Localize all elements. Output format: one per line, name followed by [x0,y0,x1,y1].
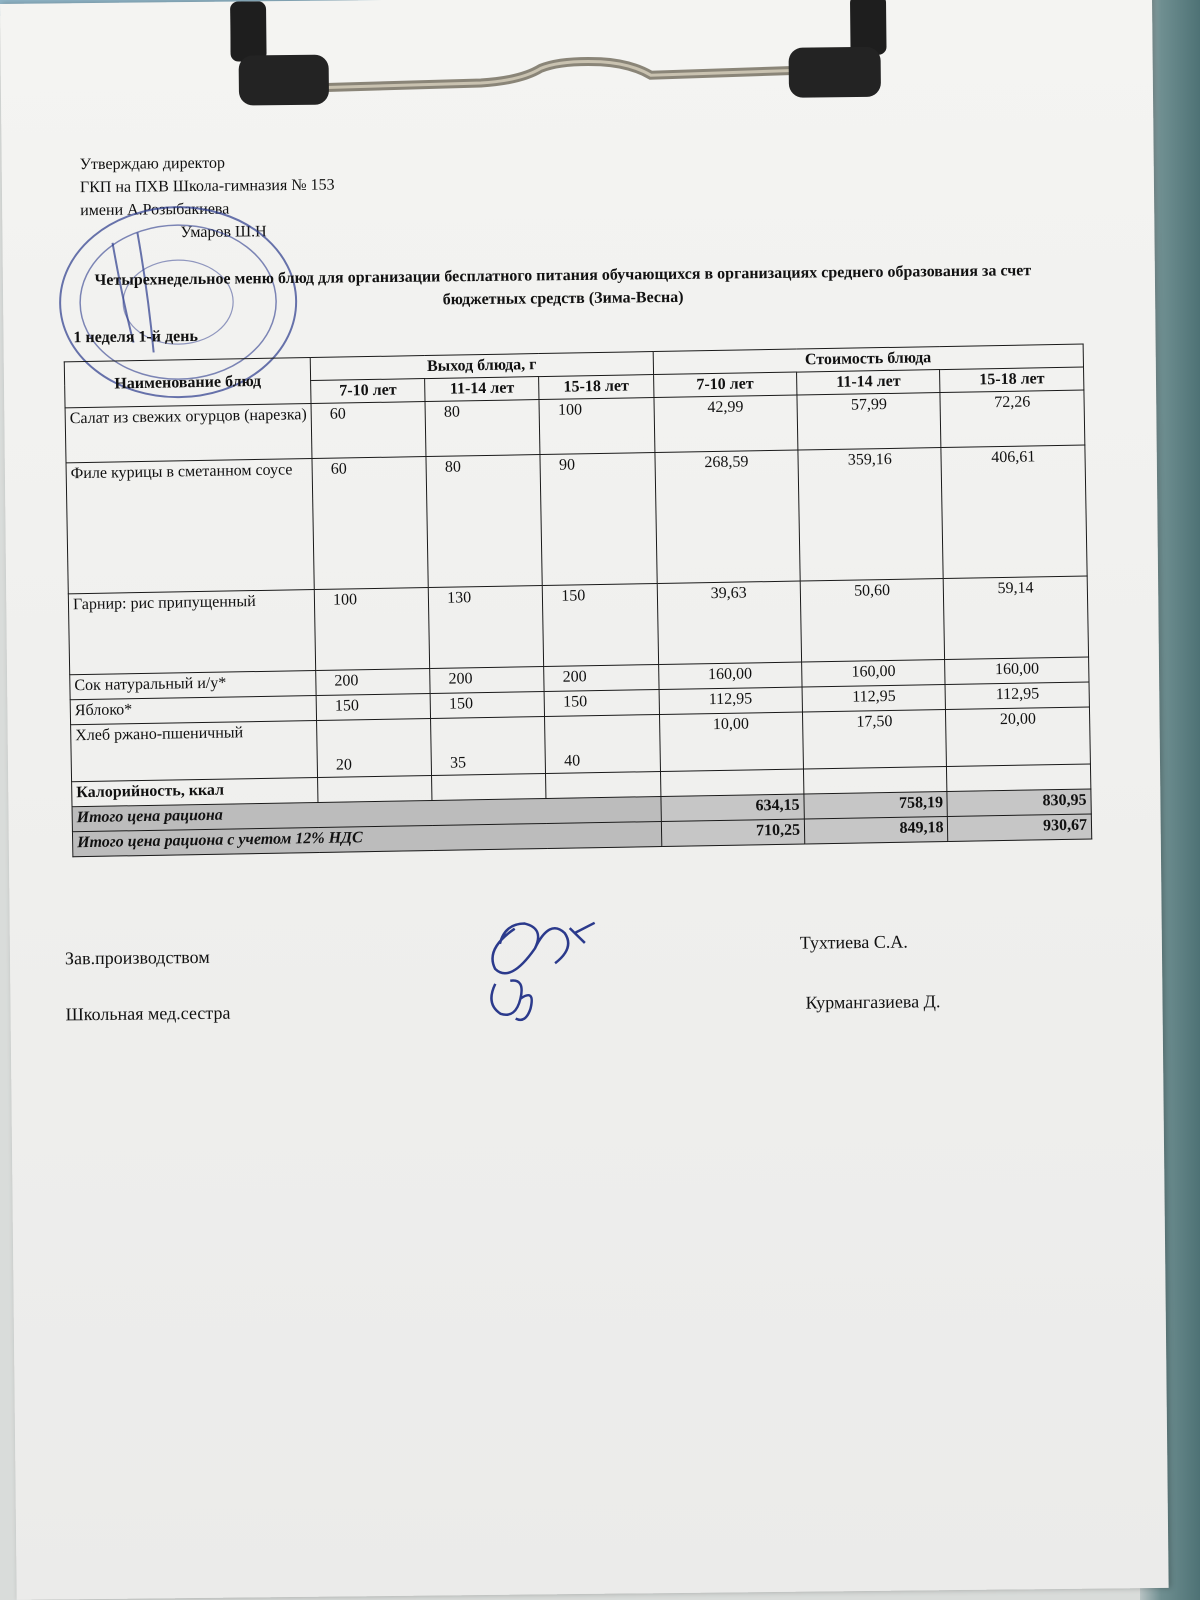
dish-cost: 10,00 [659,712,803,771]
total-vat-value: 930,67 [948,814,1092,842]
approval-line-1: Утверждаю директор [79,154,226,174]
dish-weight: 150 [316,694,431,721]
dish-weight: 60 [312,457,428,590]
dish-cost: 160,00 [802,660,946,688]
signature-role-1: Зав.производством [64,946,210,969]
header-age: 15-18 лет [539,375,654,400]
dish-name: Хлеб ржано-пшеничный [71,720,318,781]
document-title: Четырехнедельное меню блюд для организации бесплатного питания обучающихся в организациях среднего образования за счет бюджетных средств (Зима-Весна) [94,262,1032,309]
calories-label: Калорийность, ккал [72,777,319,806]
clipboard-clip [230,0,891,122]
dish-cost: 112,95 [945,682,1089,710]
header-age: 7-10 лет [653,372,797,398]
dish-cost: 160,00 [658,662,802,690]
week-label: 1 неделя 1-й день [73,327,198,347]
dish-weight: 80 [426,455,542,588]
total-value: 634,15 [660,794,804,822]
dish-cost: 72,26 [940,390,1084,447]
dish-name: Филе курицы в сметанном соусе [66,459,314,594]
dish-name: Гарнир: рис припущенный [68,590,315,675]
dish-name: Сок натуральный и/у* [70,671,317,700]
total-vat-label: Итого цена рациона с учетом 12% НДС [72,822,661,857]
total-vat-value: 710,25 [661,819,805,847]
dish-cost: 59,14 [944,576,1089,659]
total-label: Итого цена рациона [72,797,661,832]
dish-weight: 150 [544,690,659,717]
dish-weight: 200 [316,669,431,696]
dish-name: Салат из свежих огурцов (нарезка) [65,404,312,463]
dish-cost: 112,95 [659,687,803,715]
table-row [66,445,1087,594]
dish-weight: 80 [425,400,540,457]
dish-weight: 35 [431,717,546,776]
dish-weight: 40 [545,715,660,774]
dish-cost: 39,63 [657,581,802,664]
dish-weight: 150 [430,692,545,719]
calories-cell [432,774,547,801]
approval-signer: Умаров Ш.Н [180,223,267,242]
calories-cell [660,769,804,797]
dish-weight: 100 [539,398,654,455]
calories-cell [803,767,947,795]
header-output: Выход блюда, г [310,352,653,381]
dish-cost: 112,95 [802,685,946,713]
dish-weight: 20 [317,719,432,778]
dish-weight: 200 [544,665,659,692]
dish-cost: 268,59 [654,450,800,583]
approval-line-2: ГКП на ПХВ Школа-гимназия № 153 [79,176,335,197]
dish-cost: 42,99 [653,395,797,452]
dish-weight: 60 [311,402,426,459]
calories-cell [947,764,1091,792]
signature-name-2: Курмангазиева Д. [805,991,941,1013]
dish-cost: 160,00 [945,657,1089,685]
dish-weight: 150 [543,584,659,667]
dish-cost: 359,16 [798,448,944,581]
handwritten-signature [475,908,606,1029]
approval-line-3: имени А.Розыбакиева [80,200,230,220]
total-value: 758,19 [804,791,948,819]
header-dish-name: Наименование блюд [64,358,311,408]
dish-weight: 130 [428,586,544,669]
dish-cost: 20,00 [946,707,1091,766]
dish-weight: 100 [314,588,430,671]
dish-cost: 57,99 [797,393,941,450]
dish-cost: 50,60 [800,579,945,662]
calories-cell [546,772,661,799]
header-age: 7-10 лет [311,379,426,404]
header-cost: Стоимость блюда [653,344,1084,375]
menu-table [64,344,1093,858]
total-value: 830,95 [947,789,1091,817]
dish-name: Яблоко* [70,695,317,724]
header-age: 11-14 лет [425,377,540,402]
signature-role-2: Школьная мед.сестра [65,1002,231,1025]
header-age: 15-18 лет [940,367,1084,393]
dish-weight: 200 [430,667,545,694]
dish-cost: 406,61 [941,445,1087,578]
signature-name-1: Тухтиева С.А. [799,931,908,953]
total-vat-value: 849,18 [804,816,948,844]
dish-weight: 90 [540,453,656,586]
header-age: 11-14 лет [797,370,941,396]
dish-cost: 17,50 [802,710,946,769]
calories-cell [318,775,433,802]
